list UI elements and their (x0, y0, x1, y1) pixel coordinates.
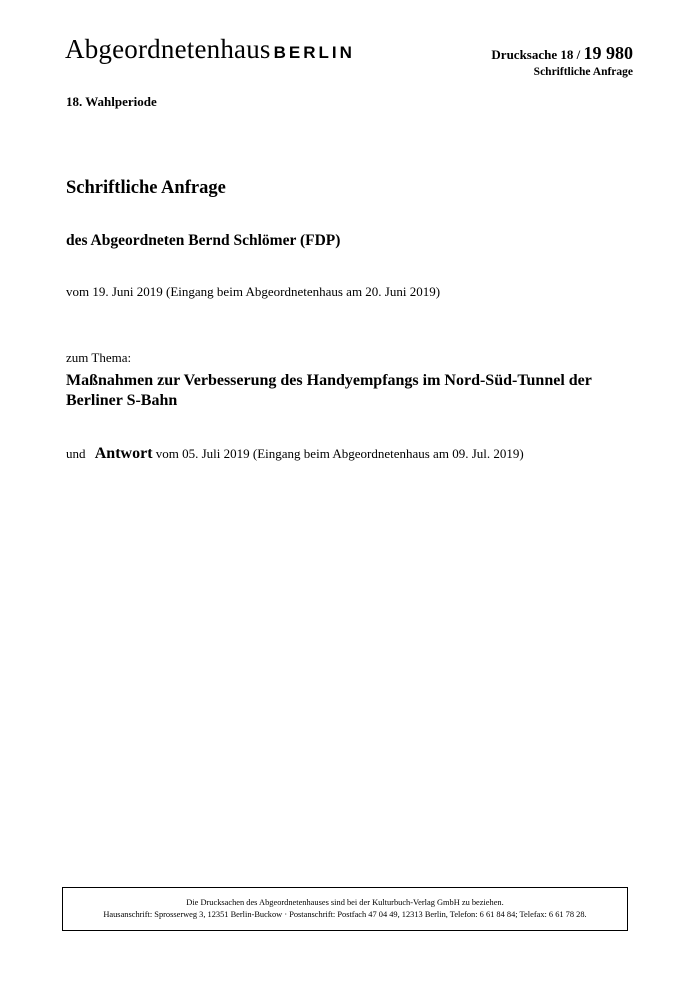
answer-line (66, 445, 524, 463)
topic-label: zum Thema: (66, 350, 132, 365)
footer-line-2: Hausanschrift: Sprosserweg 3, 12351 Berlin-Buckow · Postanschrift: Postfach 47 04 49, 12313 Berlin, Telefon: 6 61 84 84; Telefax: 6 61 78 28. (103, 910, 587, 919)
document-number (491, 44, 633, 64)
document-type: Schriftliche Anfrage (533, 66, 633, 78)
page-title: Schriftliche Anfrage (66, 178, 226, 198)
logo-name: Abgeordnetenhaus (65, 34, 271, 64)
author-line: des Abgeordneten Bernd Schlömer (FDP) (66, 232, 341, 249)
date-line: vom 19. Juni 2019 (Eingang beim Abgeordnetenhaus am 20. Juni 2019) (66, 284, 441, 299)
topic-title: Maßnahmen zur Verbesserung des Handyempfangs im Nord-Süd-Tunnel der Berliner S-Bahn (66, 372, 592, 409)
document-number-prefix: Drucksache 18 / (491, 47, 581, 62)
footer-box (62, 887, 628, 931)
answer-label: Antwort (94, 445, 153, 462)
answer-prefix: und (66, 446, 86, 461)
document-number-block (491, 44, 633, 78)
document-number-value: 19 980 (583, 43, 633, 63)
footer-line-1: Die Drucksachen des Abgeordnetenhauses sind bei der Kulturbuch-Verlag GmbH zu beziehen. (186, 898, 504, 907)
wahlperiode: 18. Wahlperiode (66, 94, 157, 109)
logo-city: BERLIN (273, 43, 355, 62)
answer-date: vom 05. Juli 2019 (Eingang beim Abgeordnetenhaus am 09. Jul. 2019) (155, 446, 524, 461)
parliament-logo (65, 36, 355, 63)
